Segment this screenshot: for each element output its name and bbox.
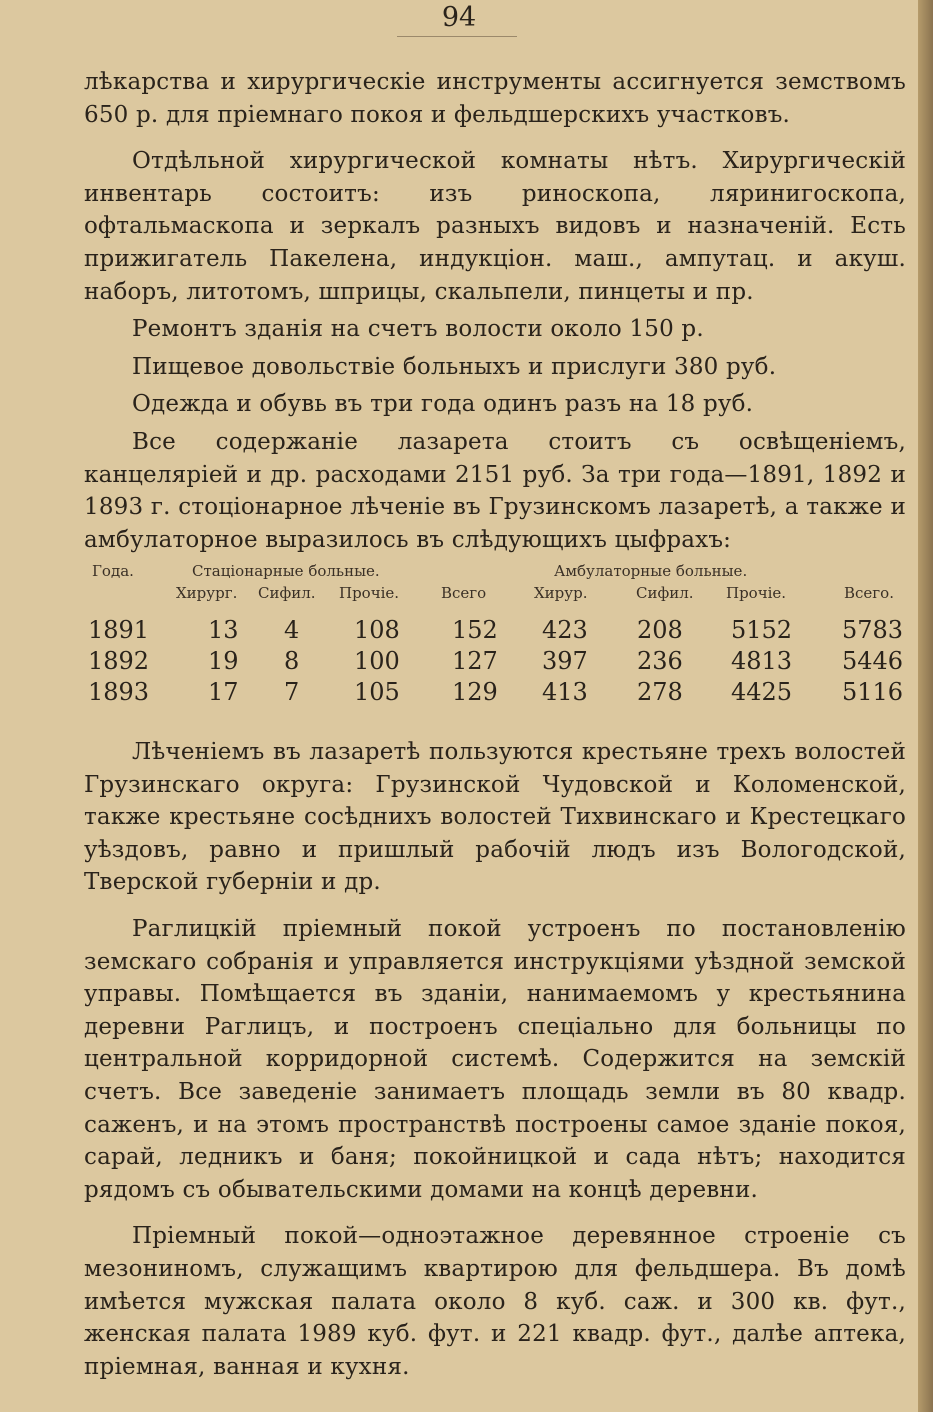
table-cell: 8: [284, 647, 300, 675]
table-row: [84, 678, 906, 709]
table-cell: 152: [452, 616, 498, 644]
column-header: Прочіе.: [726, 584, 787, 602]
table-row: [84, 616, 906, 647]
paragraph: Пищевое довольствіе больныхъ и прислуги 380 руб.: [132, 353, 777, 380]
column-group-ambulatory: Амбулаторные больные.: [554, 562, 748, 580]
table-cell: 5116: [842, 678, 904, 706]
table-cell: 19: [208, 647, 239, 675]
year-cell: 1893: [88, 678, 150, 706]
table-cell: 413: [542, 678, 588, 706]
column-group-stationary: Стаціонарные больные.: [192, 562, 380, 580]
column-header: Сифил.: [636, 584, 694, 602]
paragraph: Лѣченіемъ въ лазаретѣ пользуются крестьяне трехъ волостей Грузинскаго округа: Грузинской Чудовской и Коломенской, также крестьяне сосѣднихъ волостей Тихвинскаго и Крестецкаго уѣздовъ, равно и пришлый рабочій людъ изъ Вологодской, Тверской губерніи и др.: [84, 739, 906, 896]
table-cell: 5783: [842, 616, 904, 644]
paragraph: Одежда и обувь въ три года одинъ разъ на 18 руб.: [132, 391, 754, 418]
table-cell: 105: [354, 678, 400, 706]
table-subheader-row: [84, 584, 906, 606]
column-header: Сифил.: [258, 584, 316, 602]
column-header: Хирург.: [176, 584, 238, 602]
table-cell: 4: [284, 616, 300, 644]
table-cell: 423: [542, 616, 588, 644]
table-cell: 208: [637, 616, 683, 644]
paragraph: Ремонтъ зданія на счетъ волости около 150 р.: [132, 316, 704, 343]
paragraph: Раглицкій пріемный покой устроенъ по постановленію земскаго собранія и управляется инструкціями уѣздной земской управы. Помѣщается въ зданіи, нанимаемомъ у крестьянина деревни Раглицъ, и построенъ спеціально для больницы по центральной корридорной системѣ. Содержится на земскій счетъ. Все заведеніе занимаетъ площадь земли въ 80 квадр. саженъ, и на этомъ пространствѣ построены самое зданіе покоя, сарай, ледникъ и баня; покойницкой и сада нѣтъ; находится рядомъ съ обывательскими домами на концѣ деревни.: [84, 915, 906, 1203]
table-cell: 108: [354, 616, 400, 644]
column-header-year: Года.: [92, 562, 134, 580]
year-cell: 1892: [88, 647, 150, 675]
header-rule: [397, 36, 517, 37]
page-edge: [918, 0, 933, 1412]
column-header: Всего: [441, 584, 487, 602]
table-cell: 13: [208, 616, 239, 644]
paragraph: Все содержаніе лазарета стоитъ съ освѣщеніемъ, канцеляріей и др. расходами 2151 руб. За три года—1891, 1892 и 1893 г. стоціонарное лѣченіе въ Грузинскомъ лазаретѣ, а также и амбулаторное выразилось въ слѣдующихъ цыфрахъ:: [84, 428, 906, 553]
table-row: [84, 647, 906, 678]
statistics-table: [84, 562, 906, 709]
table-cell: 129: [452, 678, 498, 706]
paragraph: Отдѣльной хирургической комнаты нѣтъ. Хирургическій инвентарь состоитъ: изъ риноскопа, ляринигоскопа, офтальмаскопа и зеркалъ разныхъ видовъ и назначеній. Есть прижигатель Пакелена, индукціон. маш., ампутац. и акуш. наборъ, литотомъ, шприцы, скальпели, пинцеты и пр.: [84, 148, 906, 305]
column-header: Хирур.: [534, 584, 588, 602]
table-cell: 236: [637, 647, 683, 675]
table-cell: 5152: [731, 616, 793, 644]
paragraph: лѣкарства и хирургическіе инструменты ассигнуется земствомъ 650 р. для пріемнаго покоя и фельдшерскихъ участковъ.: [84, 69, 906, 128]
column-header: Всего.: [844, 584, 894, 602]
table-cell: 278: [637, 678, 683, 706]
page-number: 94: [441, 2, 477, 33]
table-cell: 100: [354, 647, 400, 675]
text-block-top: [84, 66, 906, 556]
table-cell: 17: [208, 678, 239, 706]
year-cell: 1891: [88, 616, 150, 644]
paragraph: Пріемный покой—одноэтажное деревянное строеніе съ мезониномъ, служащимъ квартирою для фельдшера. Въ домѣ имѣется мужская палата около 8 куб. саж. и 300 кв. фут., женская палата 1989 куб. фут. и 221 квадр. фут., далѣе аптека, пріемная, ванная и кухня.: [84, 1223, 906, 1380]
text-block-bottom: [84, 736, 906, 1383]
table-cell: 397: [542, 647, 588, 675]
table-cell: 4813: [731, 647, 793, 675]
column-header: Прочіе.: [339, 584, 400, 602]
table-cell: 4425: [731, 678, 793, 706]
table-cell: 5446: [842, 647, 904, 675]
table-header-row: [84, 562, 906, 584]
table-cell: 127: [452, 647, 498, 675]
table-cell: 7: [284, 678, 300, 706]
